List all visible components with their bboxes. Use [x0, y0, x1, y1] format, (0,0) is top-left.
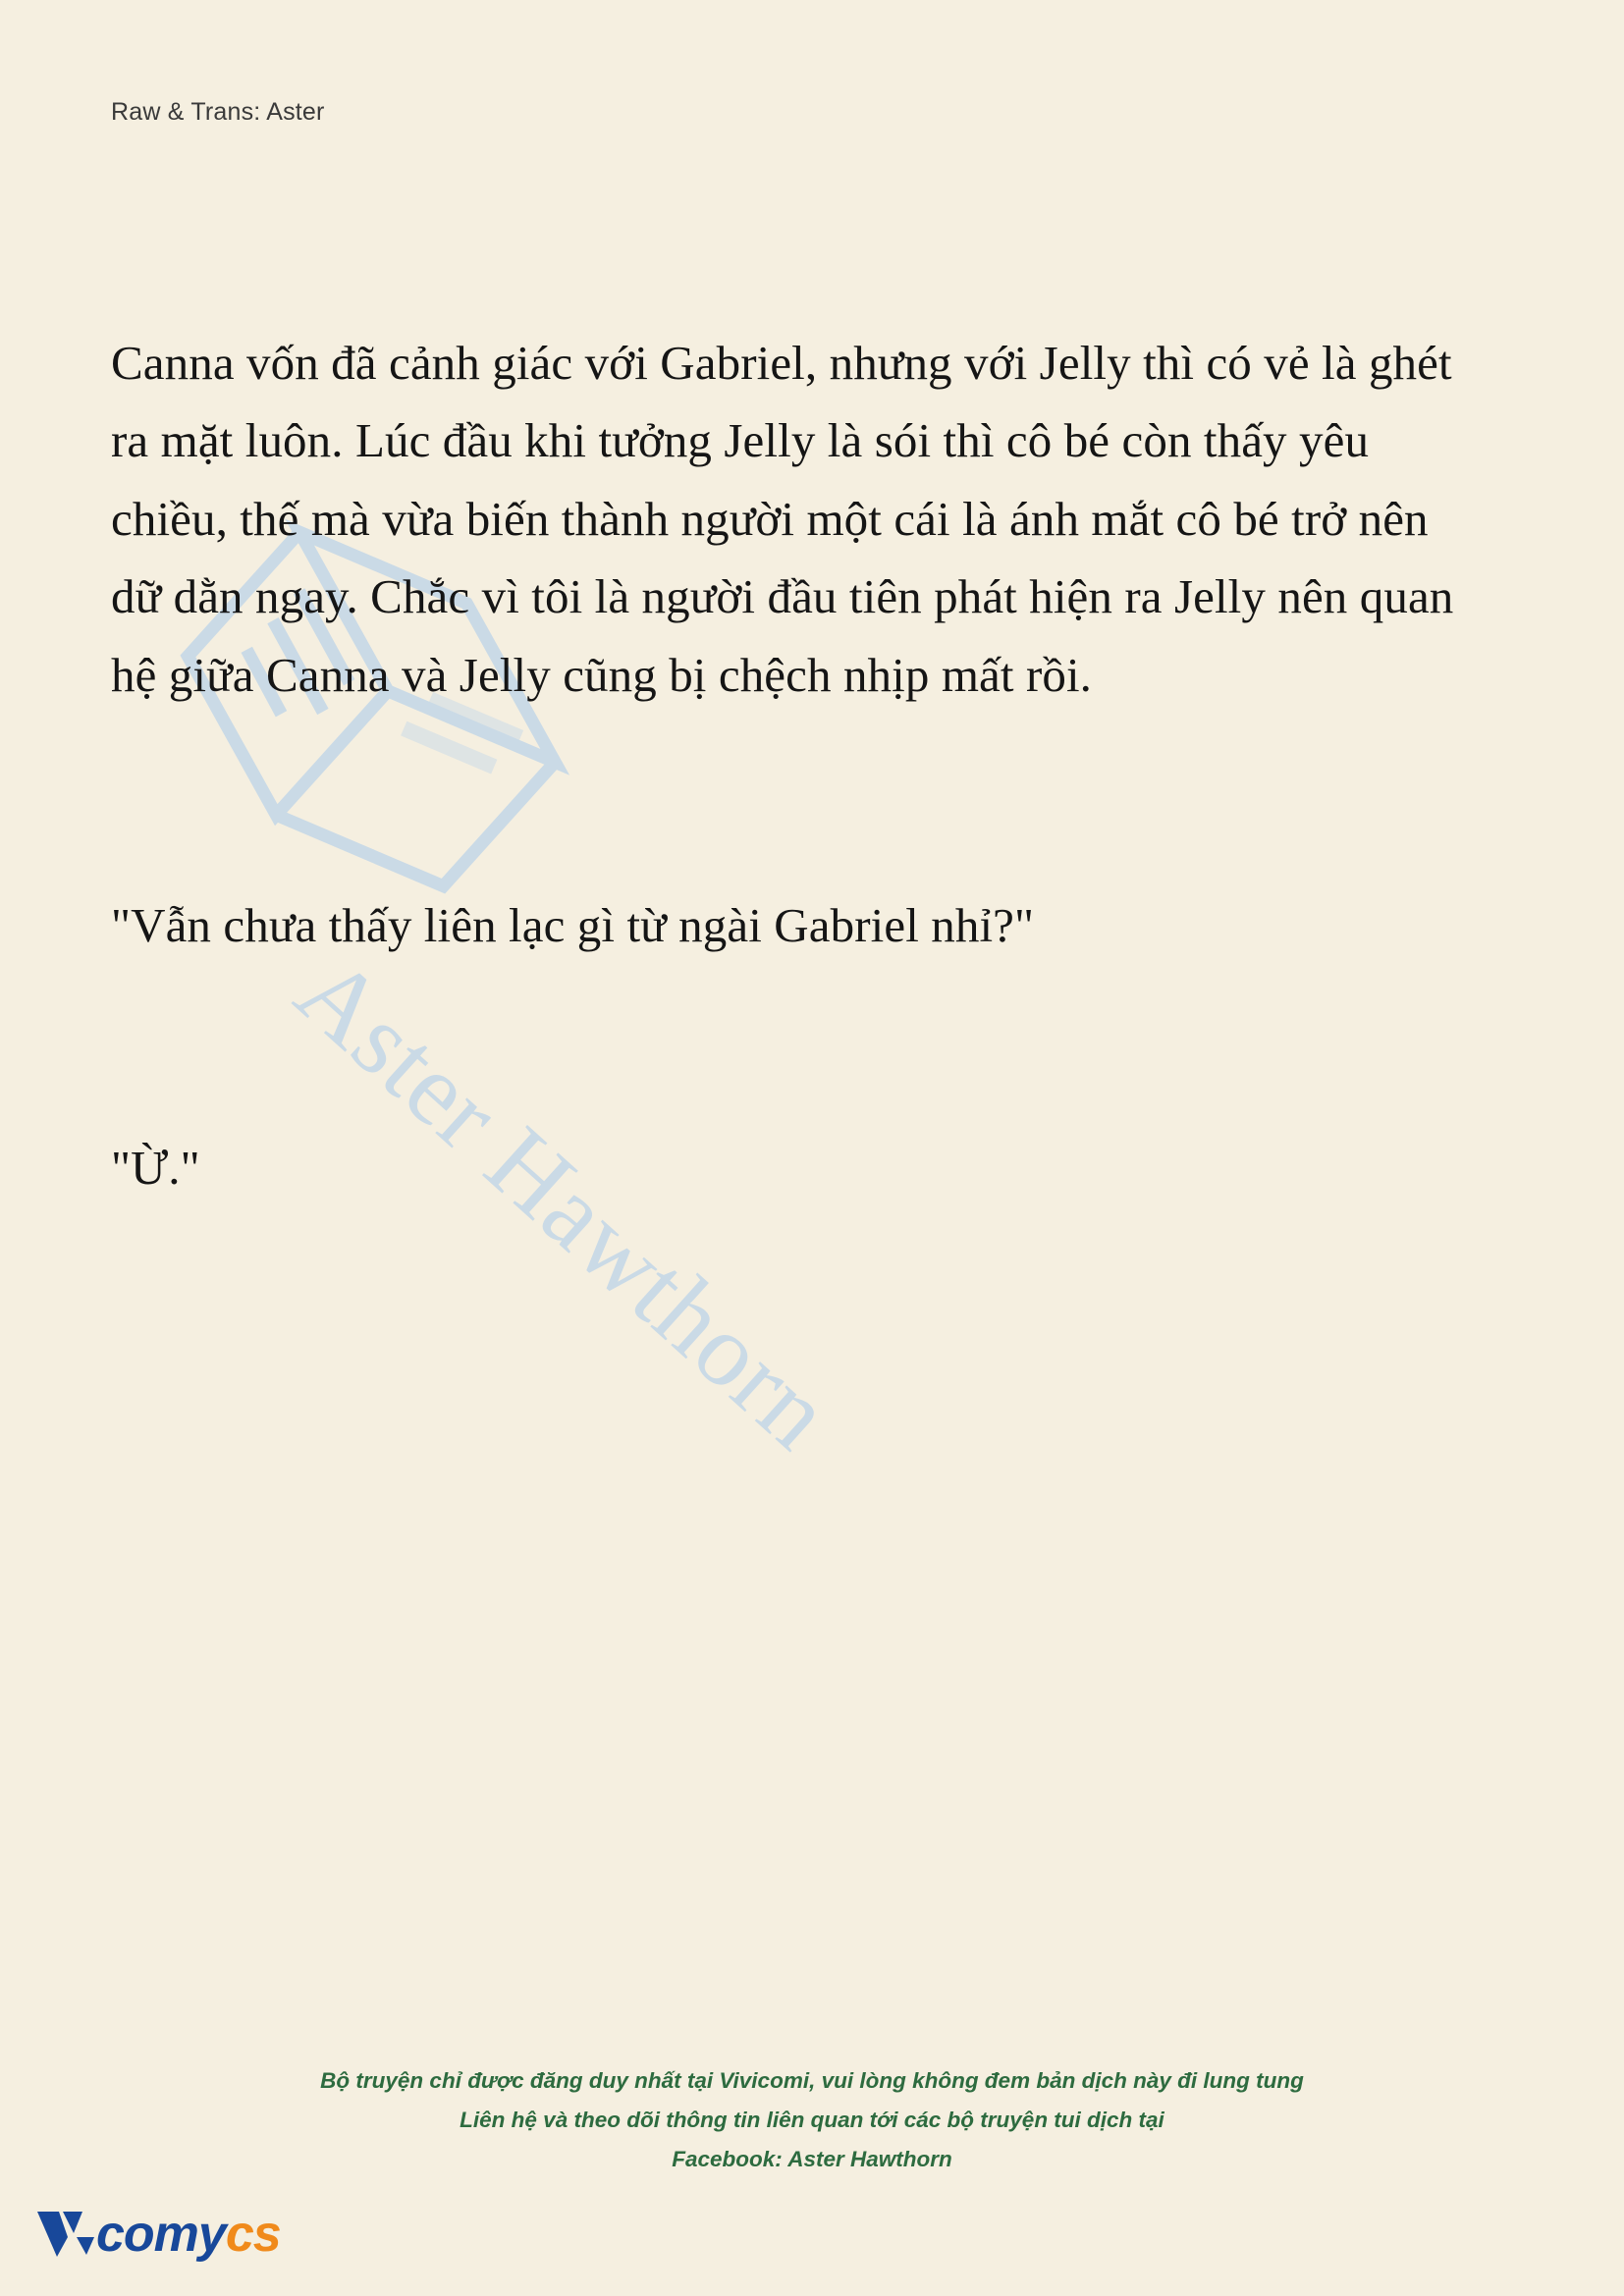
vcomycs-wordmark [96, 2206, 281, 2263]
footer-line-2: Liên hệ và theo dõi thông tin liên quan tới các bộ truyện tui dịch tại [460, 2108, 1164, 2133]
logo-text-part2: cs [225, 2206, 281, 2263]
paragraph-spacer [111, 964, 1515, 1129]
logo-text-part1: comy [96, 2206, 226, 2263]
paragraph-spacer [111, 714, 1515, 886]
credit-header: Raw & Trans: Aster [111, 98, 325, 126]
v-mark-icon [37, 2208, 94, 2261]
paragraph-2: "Vẫn chưa thấy liên lạc gì từ ngài Gabriel nhỉ?" [111, 897, 1035, 952]
footer-line-3: Facebook: Aster Hawthorn [672, 2147, 952, 2172]
footer-line-1: Bộ truyện chỉ được đăng duy nhất tại Vivicomi, vui lòng không đem bản dịch này đi lung tung [320, 2068, 1304, 2093]
vcomycs-logo [37, 2196, 281, 2272]
watermark-text: Aster Hawthorn [275, 934, 854, 1471]
story-text-block [111, 324, 1515, 1207]
paragraph-3: "Ừ." [111, 1141, 200, 1196]
paragraph-1: Canna vốn đã cảnh giác với Gabriel, nhưng với Jelly thì có vẻ là ghét ra mặt luôn. Lúc đầu khi tưởng Jelly là sói thì cô bé còn thấy yêu chiều, thế mà vừa biến thành người một cái là ánh mắt cô bé trở nên dữ dằn ngay. Chắc vì tôi là người đầu tiên phát hiện ra Jelly nên quan hệ giữa Canna và Jelly cũng bị chệch nhịp mất rồi. [111, 336, 1454, 702]
translator-footer-note [0, 2061, 1624, 2179]
